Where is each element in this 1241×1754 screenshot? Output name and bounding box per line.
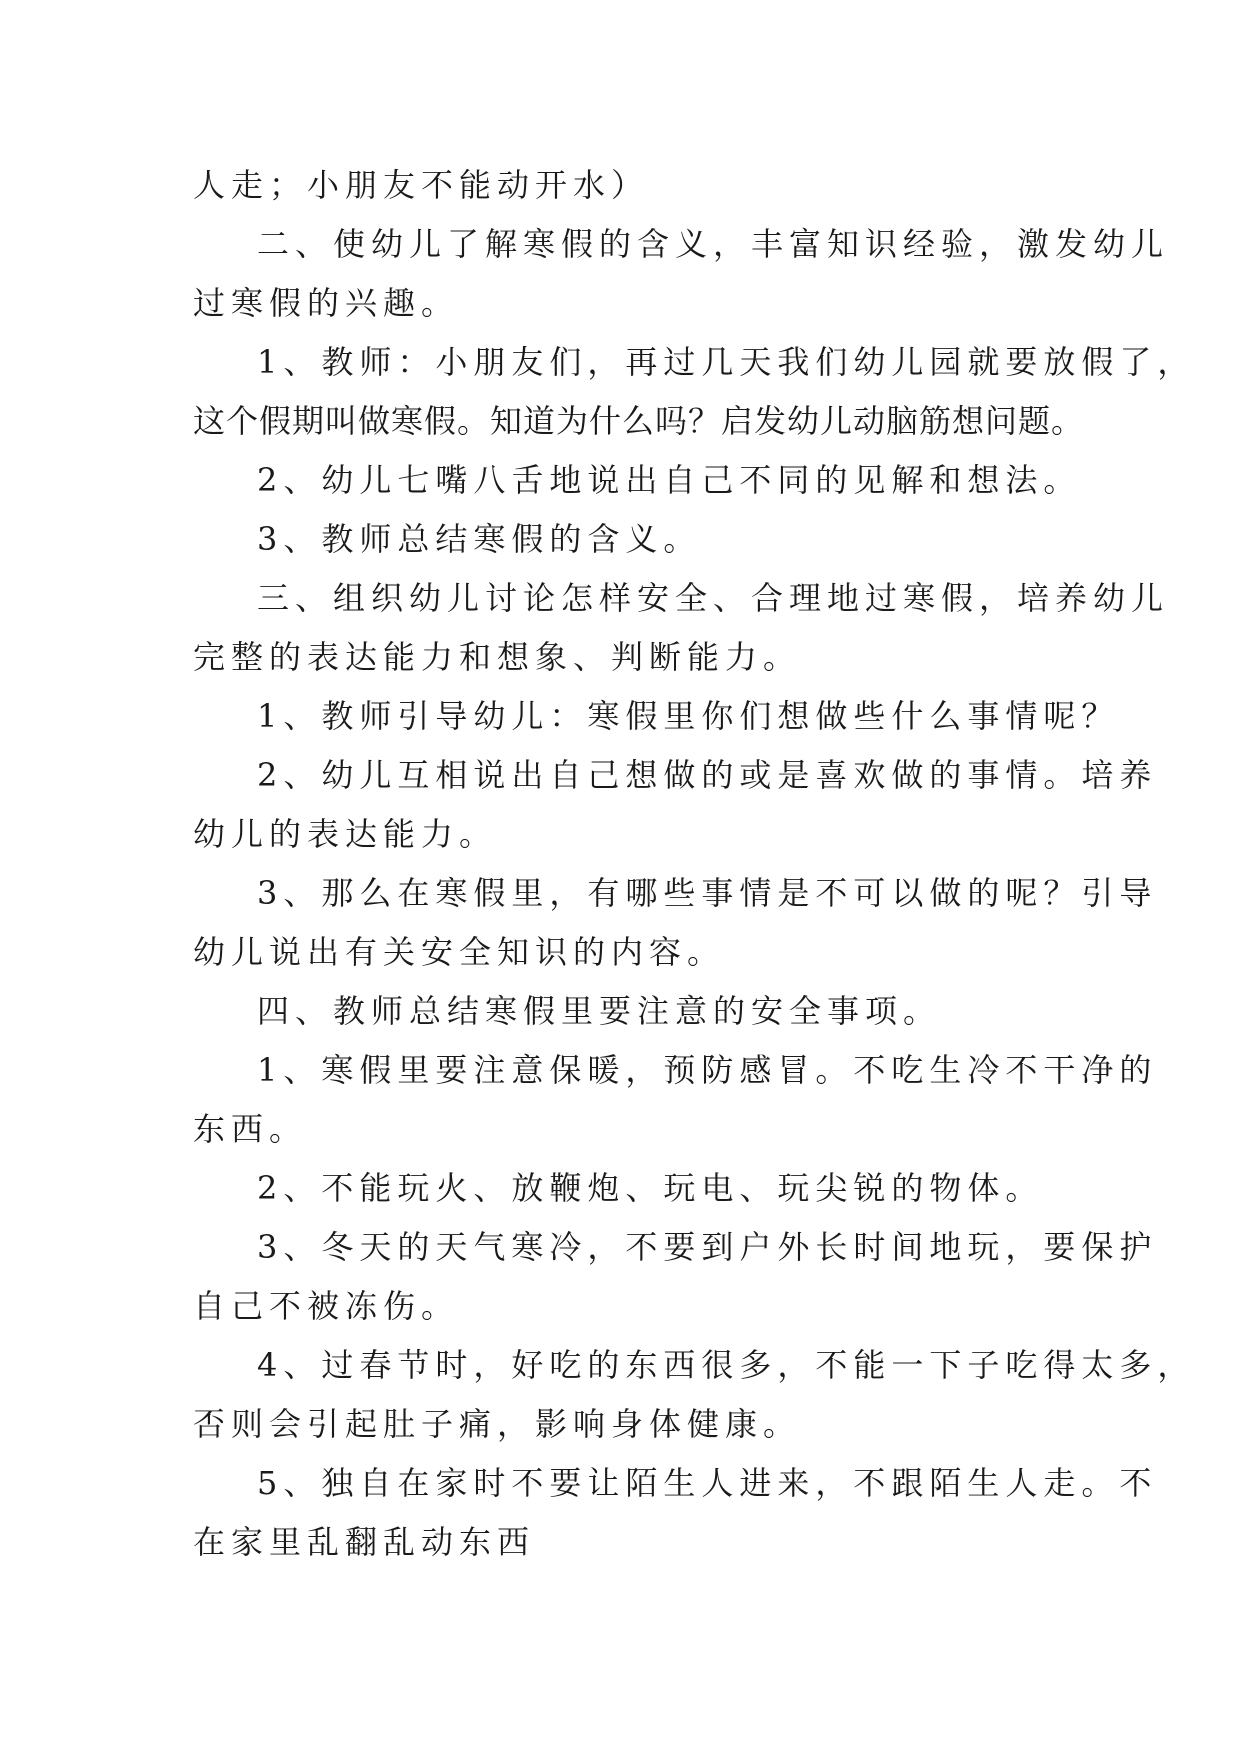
text-line: 幼儿说出有关安全知识的内容。 [193, 933, 726, 971]
text-line: 自己不被冻伤。 [193, 1287, 460, 1325]
section-heading: 三、组织幼儿讨论怎样安全、合理地过寒假，培养幼儿 [257, 579, 1170, 617]
list-item: 1、教师：小朋友们，再过几天我们幼儿园就要放假了， [257, 343, 1196, 381]
list-item: 1、寒假里要注意保暖，预防感冒。不吃生冷不干净的 [257, 1051, 1158, 1089]
list-item: 3、那么在寒假里，有哪些事情是不可以做的呢？引导 [257, 874, 1158, 912]
list-item: 3、教师总结寒假的含义。 [257, 520, 702, 558]
list-item: 2、幼儿互相说出自己想做的或是喜欢做的事情。培养 [257, 756, 1158, 794]
list-item: 2、幼儿七嘴八舌地说出自己不同的见解和想法。 [257, 461, 1082, 499]
document-body [193, 156, 1196, 1572]
text-line: 过寒假的兴趣。 [193, 284, 460, 322]
text-line: 完整的表达能力和想象、判断能力。 [193, 638, 802, 676]
text-line: 幼儿的表达能力。 [193, 815, 498, 853]
list-item: 2、不能玩火、放鞭炮、玩电、玩尖锐的物体。 [257, 1169, 1044, 1207]
text-line: 这个假期叫做寒假。知道为什么吗？启发幼儿动脑筋想问题。 [193, 402, 1085, 440]
text-line: 否则会引起肚子痛，影响身体健康。 [193, 1405, 802, 1443]
text-line: 人走；小朋友不能动开水） [193, 166, 650, 204]
section-heading: 四、教师总结寒假里要注意的安全事项。 [257, 992, 942, 1030]
section-heading: 二、使幼儿了解寒假的含义，丰富知识经验，激发幼儿 [257, 225, 1170, 263]
list-item: 1、教师引导幼儿：寒假里你们想做些什么事情呢？ [257, 697, 1120, 735]
text-line: 在家里乱翻乱动东西 [193, 1523, 536, 1561]
list-item: 3、冬天的天气寒冷，不要到户外长时间地玩，要保护 [257, 1228, 1158, 1266]
list-item: 5、独自在家时不要让陌生人进来，不跟陌生人走。不 [257, 1464, 1158, 1502]
list-item: 4、过春节时，好吃的东西很多，不能一下子吃得太多， [257, 1346, 1196, 1384]
text-line: 东西。 [193, 1110, 308, 1148]
